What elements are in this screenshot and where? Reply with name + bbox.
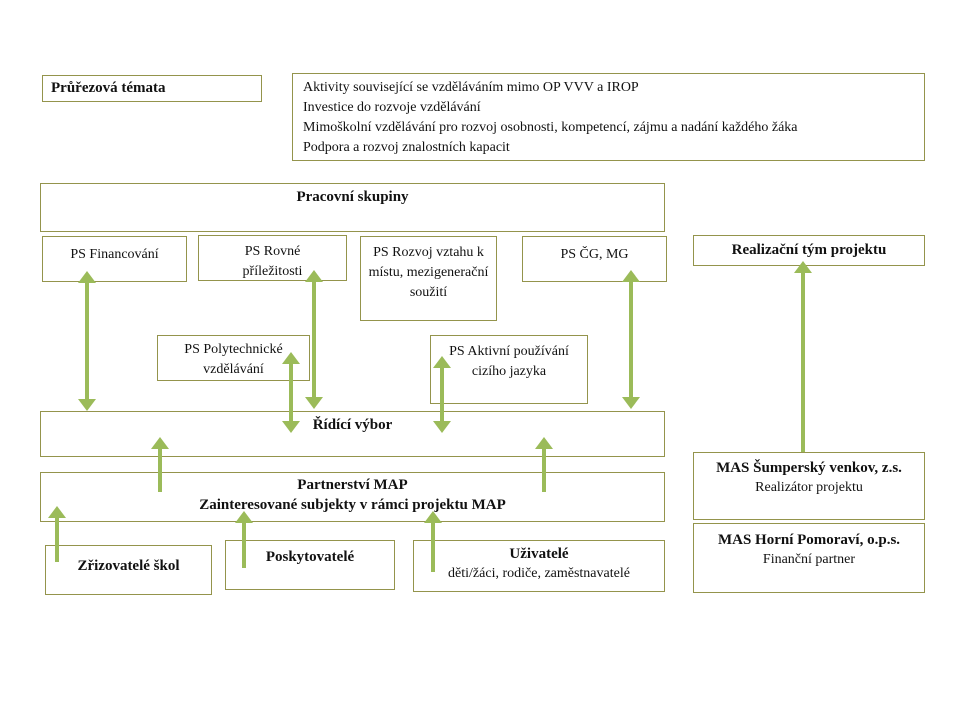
ps-rovne-prilezitosti-box — [198, 235, 347, 281]
ps-aktivni-jazyk-label: PS Aktivní používání cizího jazyka — [449, 344, 569, 379]
steering-committee-box — [40, 411, 665, 457]
arrow-mas-realizacni-tym — [794, 261, 812, 452]
mas-sumpersky-venkov-box — [693, 452, 925, 520]
activity-line: Mimoškolní vzdělávání pro rozvoj osobnosti, kompetencí, zájmu a nadání každého žáka — [303, 120, 798, 135]
school-founders-label: Zřizovatelé škol — [77, 558, 180, 574]
working-groups-title: Pracovní skupiny — [296, 189, 409, 205]
mas-horni-pomoravi-subtitle: Finanční partner — [762, 552, 856, 567]
arrow-rovne-prilezitosti-ridici-vybor — [305, 270, 323, 409]
arrow-partnerstvi-ridici-vybor-right — [535, 437, 553, 492]
activity-line: Investice do rozvoje vzdělávání — [303, 100, 481, 115]
ps-cg-mg-label: PS ČG, MG — [560, 247, 629, 262]
arrow-partnerstvi-ridici-vybor-left — [151, 437, 169, 492]
map-partnership-subtitle: Zainteresované subjekty v rámci projektu MAP — [199, 497, 506, 513]
arrow-polytechnicke-ridici-vybor — [282, 352, 300, 433]
ps-cg-mg-box — [522, 236, 667, 282]
arrow-cg-mg-ridici-vybor — [622, 270, 640, 409]
arrow-zrizovatele-partnerstvi — [48, 506, 66, 562]
users-subtitle: děti/žáci, rodiče, zaměstnavatelé — [448, 566, 630, 581]
related-activities-box — [292, 73, 925, 161]
realization-team-label: Realizační tým projektu — [731, 242, 887, 258]
map-partnership-box — [40, 472, 665, 522]
arrow-aktivni-jazyk-ridici-vybor — [433, 356, 451, 433]
arrow-uzivatele-partnerstvi — [424, 511, 442, 572]
crosscutting-themes-box — [42, 75, 262, 102]
map-partnership-title: Partnerství MAP — [297, 477, 408, 493]
activity-line: Aktivity související se vzděláváním mimo OP VVV a IROP — [303, 80, 639, 95]
ps-rovne-prilezitosti-label: PS Rovné příležitosti — [242, 244, 303, 279]
crosscutting-themes-label: Průřezová témata — [51, 80, 166, 96]
users-box — [413, 540, 665, 592]
providers-label: Poskytovatelé — [265, 549, 355, 565]
users-title: Uživatelé — [509, 546, 569, 562]
ps-aktivni-jazyk-box — [430, 335, 588, 404]
mas-horni-pomoravi-box — [693, 523, 925, 593]
ps-rozvoj-vztahu-label: PS Rozvoj vztahu k místu, mezigenerační soužití — [368, 245, 489, 300]
ps-rozvoj-vztahu-box — [360, 236, 497, 321]
ps-polytechnicke-label: PS Polytechnické vzdělávání — [184, 342, 283, 377]
mas-sumpersky-venkov-title: MAS Šumperský venkov, z.s. — [716, 460, 902, 476]
ps-financovani-label: PS Financování — [70, 247, 159, 262]
activity-line: Podpora a rozvoj znalostních kapacit — [303, 140, 510, 155]
mas-sumpersky-venkov-subtitle: Realizátor projektu — [755, 480, 863, 495]
steering-committee-label: Řídící výbor — [312, 417, 393, 433]
working-groups-header-box — [40, 183, 665, 232]
mas-horni-pomoravi-title: MAS Horní Pomoraví, o.p.s. — [717, 532, 901, 548]
arrow-poskytovatele-partnerstvi — [235, 511, 253, 568]
ps-financovani-box — [42, 236, 187, 282]
arrow-financovani-ridici-vybor — [78, 271, 96, 411]
school-founders-box — [45, 545, 212, 595]
